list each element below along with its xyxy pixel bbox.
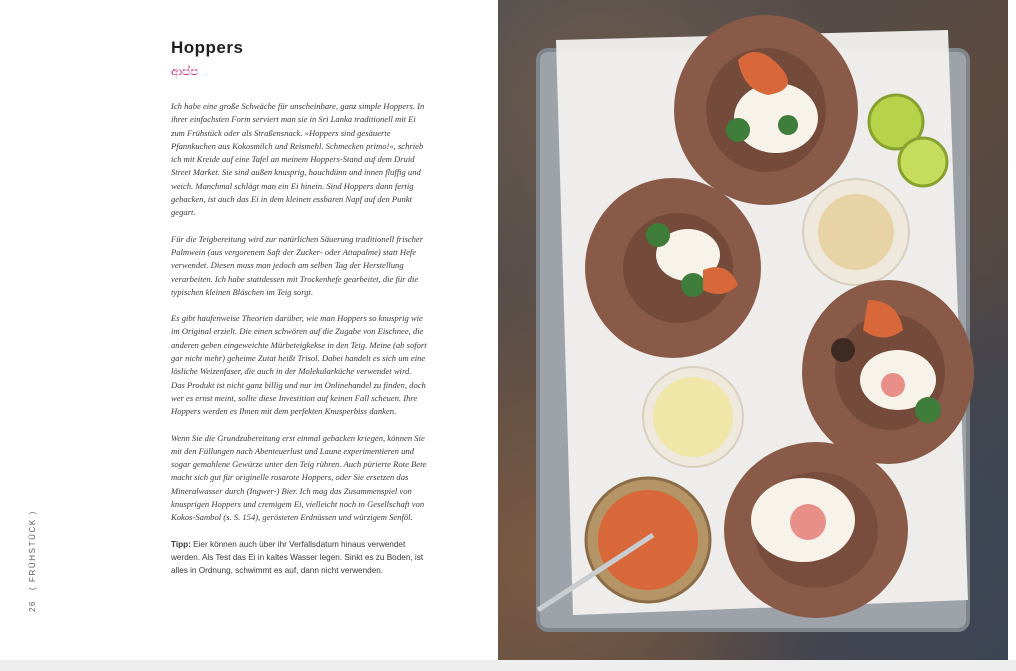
recipe-title: Hoppers bbox=[171, 38, 244, 57]
section-name: ( FRÜHSTÜCK ) bbox=[28, 510, 37, 591]
sauce-bowl bbox=[643, 367, 743, 467]
hopper-right bbox=[802, 280, 974, 464]
tip-note bbox=[171, 538, 427, 578]
tip-label: Tipp: bbox=[171, 539, 191, 549]
running-footer bbox=[28, 504, 37, 612]
hopper-top bbox=[674, 15, 858, 205]
recipe-subtitle-sinhala: ආප්ප bbox=[171, 64, 199, 78]
peanut-bowl bbox=[803, 179, 909, 285]
hopper-bottom-egg bbox=[724, 442, 908, 618]
paragraph: Ich habe eine große Schwäche für unscheinbare, ganz simple Hoppers. In ihrer einfachsten Form serviert man sie in Sri Lanka traditionell mit Ei zum Frühstück oder als Straßensnack. »Hoppers sind gesäuerte Pfannkuchen aus Kokosmilch und Reismehl. Schmecken primo!«, schrieb ich mit Kreide auf eine Tafel an meinem Hoppers-Stand auf dem Druid Street Market. Sie sind außen knusprig, hauchdünn und innen fluffig und weich. Manchmal schlägt man ein Ei hinein. Sind Hoppers dann fertig gebacken, ist auch das Ei in dem kleinen essbaren Napf auf den Punkt gegart. bbox=[171, 101, 425, 218]
tip-text: Eier können auch über ihr Verfallsdatum hinaus verwendet werden. Als Test das Ei in kaltes Wasser legen. Sinkt es zu Boden, ist alles in Ordnung, schwimmt es auf, dann nicht verwenden. bbox=[171, 539, 424, 576]
hopper-middle-left bbox=[585, 178, 761, 358]
paragraph: Für die Teigbereitung wird zur natürlichen Säuerung traditionell frischer Palmwein (aus vergorenem Saft der Zucker- oder Attapalme) statt Hefe verwendet. Diesen muss man jedoch am selben Tag der Herstellung verarbeiten. Ich habe stattdessen mit Trockenhefe gearbeitet, die für die typischen kleinen Bläschen im Teig sorgt. bbox=[171, 233, 424, 297]
page-number: 26 bbox=[28, 599, 37, 612]
left-page bbox=[0, 0, 498, 660]
paragraph: Wenn Sie die Grundzubereitung erst einmal gebacken kriegen, können Sie mit den Füllungen nach Abenteuerlust und Laune experimentieren und sogar gemahlene Gewürze unter den Teig rühren. Auch pürierte Rote Bete macht sich gut für originelle rosarote Hoppers, oder Sie ersetzen das Mineralwasser durch (Ingwer-) Bier. Ich mag das Zusammenspiel von knusprigen Hoppers und cremigem Ei, vielleicht noch in Gesellschaft von Kokos-Sambol (s. S. 154), gerösteten Erdnüssen und würzigem Senföl. bbox=[171, 432, 427, 523]
recipe-body bbox=[171, 100, 427, 591]
paragraph: Es gibt haufenweise Theorien darüber, wie man Hoppers so knusprig wie im Original erzielt. Die einen schwören auf die Zugabe von Eischnee, die anderen geben eingeweichte Mürbeteigkekse in den Teig. Meine (ab sofort gar nicht mehr) geheime Zutat heißt Trisol. Dabei handelt es sich um eine lösliche Weizenfaser, die auch in der Molekularküche verwendet wird. Das Produkt ist nicht ganz billig und nur im Onlinehandel zu finden, doch wer es ernst meint, sollte diese Investition auf keinen Fall scheuen. Ihre Hoppers werden es Ihnen mit dem perfekten Knusperbiss danken. bbox=[171, 313, 427, 417]
page-edge bbox=[1008, 0, 1016, 660]
food-photo-illustration bbox=[498, 0, 1008, 660]
food-photo bbox=[498, 0, 1008, 660]
